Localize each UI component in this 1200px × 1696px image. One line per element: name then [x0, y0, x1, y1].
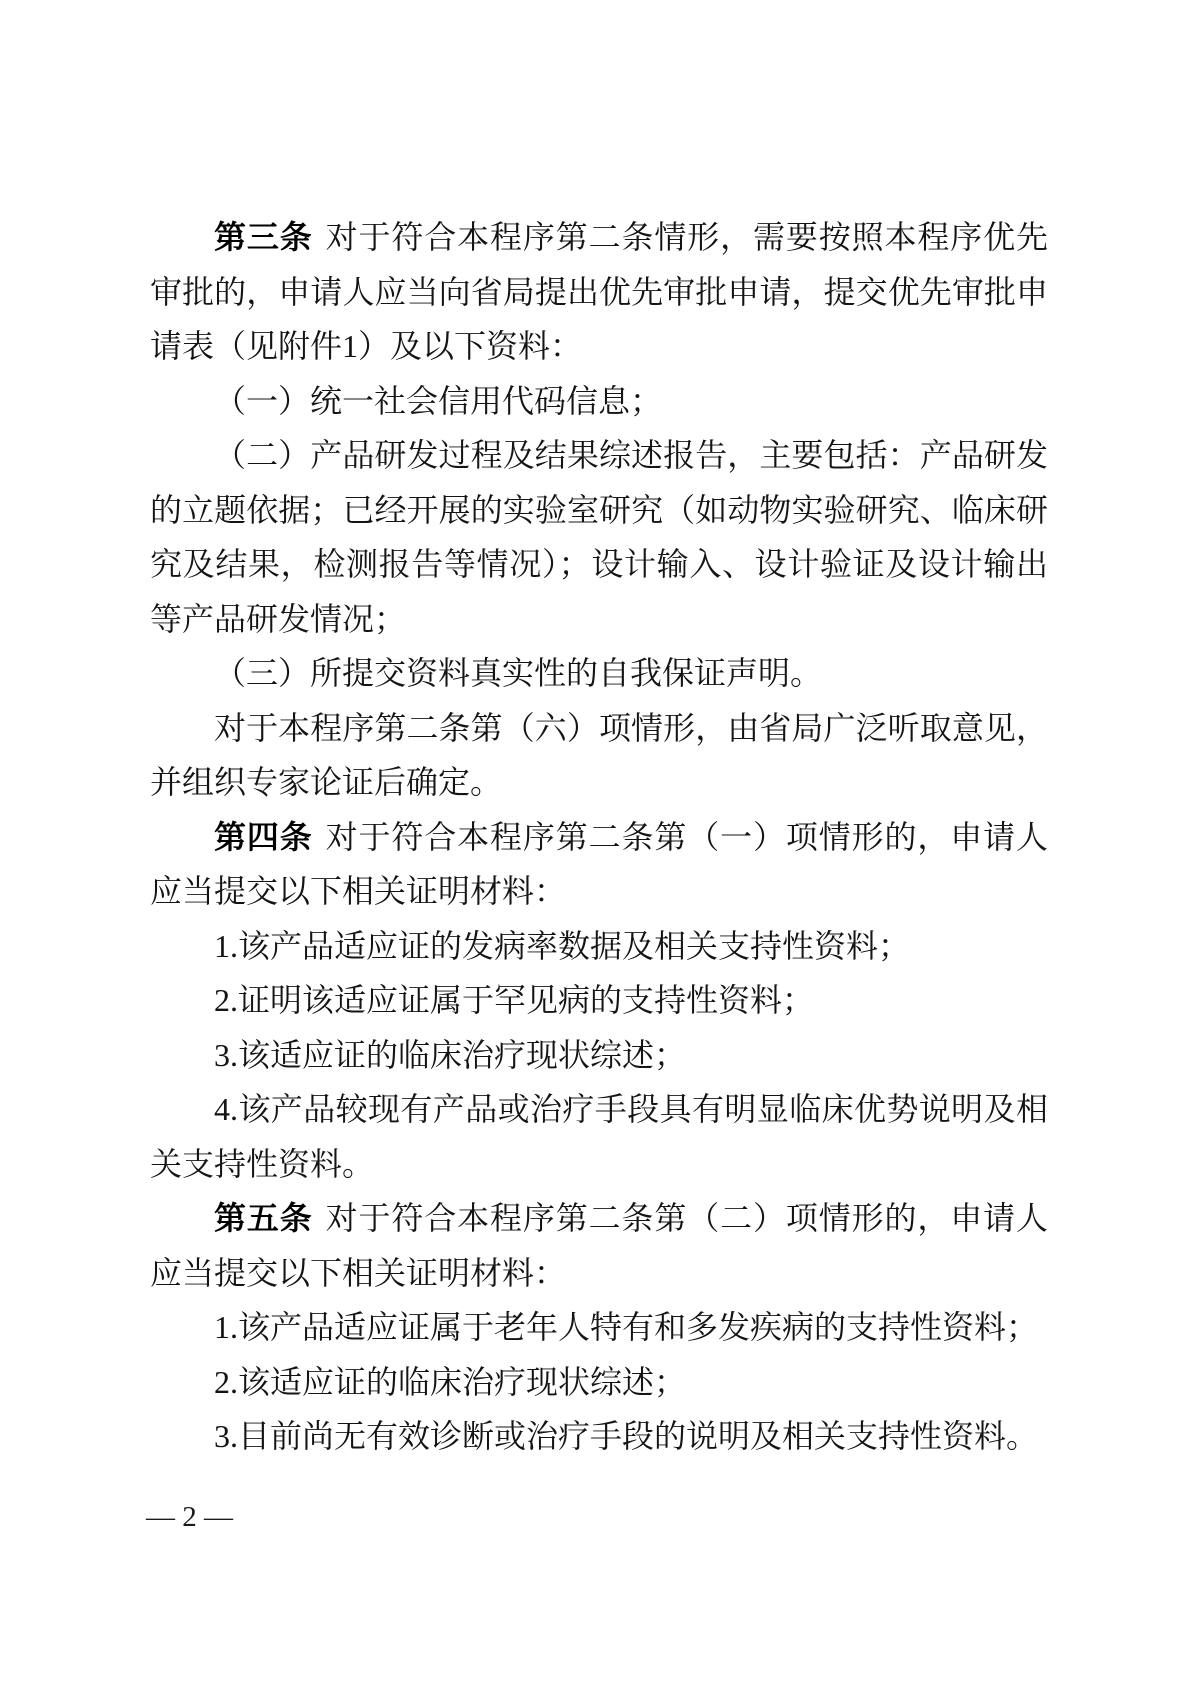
paragraph	[150, 1300, 1048, 1355]
document-body	[150, 210, 1048, 1464]
paragraph-text: 4.该产品较现有产品或治疗手段具有明显临床优势说明及相关支持性资料。	[150, 1091, 1048, 1182]
paragraph-text: （一）统一社会信用代码信息；	[214, 382, 663, 419]
paragraph-text: 1.该产品适应证的发病率数据及相关支持性资料；	[214, 927, 911, 964]
paragraph	[150, 1191, 1048, 1300]
article-heading: 第五条	[214, 1200, 313, 1236]
paragraph	[150, 428, 1048, 646]
paragraph-text: 1.该产品适应证属于老年人特有和多发疾病的支持性资料；	[214, 1309, 1039, 1345]
paragraph	[150, 810, 1048, 919]
paragraph-text: 2.证明该适应证属于罕见病的支持性资料；	[214, 982, 815, 1018]
paragraph	[150, 973, 1048, 1028]
paragraph-text: 对于本程序第二条第（六）项情形，由省局广泛听取意见，并组织专家论证后确定。	[150, 709, 1048, 800]
paragraph-text: 3.目前尚无有效诊断或治疗手段的说明及相关支持性资料。	[214, 1418, 1039, 1454]
paragraph	[150, 919, 1048, 974]
paragraph	[150, 701, 1048, 810]
paragraph	[150, 374, 1048, 429]
paragraph	[150, 646, 1048, 701]
page-number: — 2 —	[146, 1501, 233, 1533]
paragraph	[150, 1409, 1048, 1464]
paragraph-text: 3.该适应证的临床治疗现状综述；	[214, 1036, 687, 1073]
article-heading: 第四条	[214, 818, 313, 855]
paragraph-text: （二）产品研发过程及结果综述报告，主要包括：产品研发的立题依据；已经开展的实验室研究（如动物实验研究、临床研究及结果，检测报告等情况）；设计输入、设计验证及设计输出等产品研发情况；	[150, 437, 1048, 637]
paragraph-text: 2.该适应证的临床治疗现状综述；	[214, 1363, 687, 1400]
paragraph-text: 对于符合本程序第二条第（一）项情形的，申请人应当提交以下相关证明材料：	[150, 818, 1048, 909]
paragraph-text: 对于符合本程序第二条情形，需要按照本程序优先审批的，申请人应当向省局提出优先审批申请，提交优先审批申请表（见附件1）及以下资料：	[150, 219, 1048, 364]
paragraph-text: （三）所提交资料真实性的自我保证声明。	[214, 655, 823, 691]
article-heading: 第三条	[214, 219, 313, 255]
paragraph	[150, 1355, 1048, 1410]
paragraph	[150, 210, 1048, 374]
paragraph-text: 对于符合本程序第二条第（二）项情形的，申请人应当提交以下相关证明材料：	[150, 1200, 1048, 1291]
paragraph	[150, 1082, 1048, 1191]
paragraph	[150, 1028, 1048, 1083]
